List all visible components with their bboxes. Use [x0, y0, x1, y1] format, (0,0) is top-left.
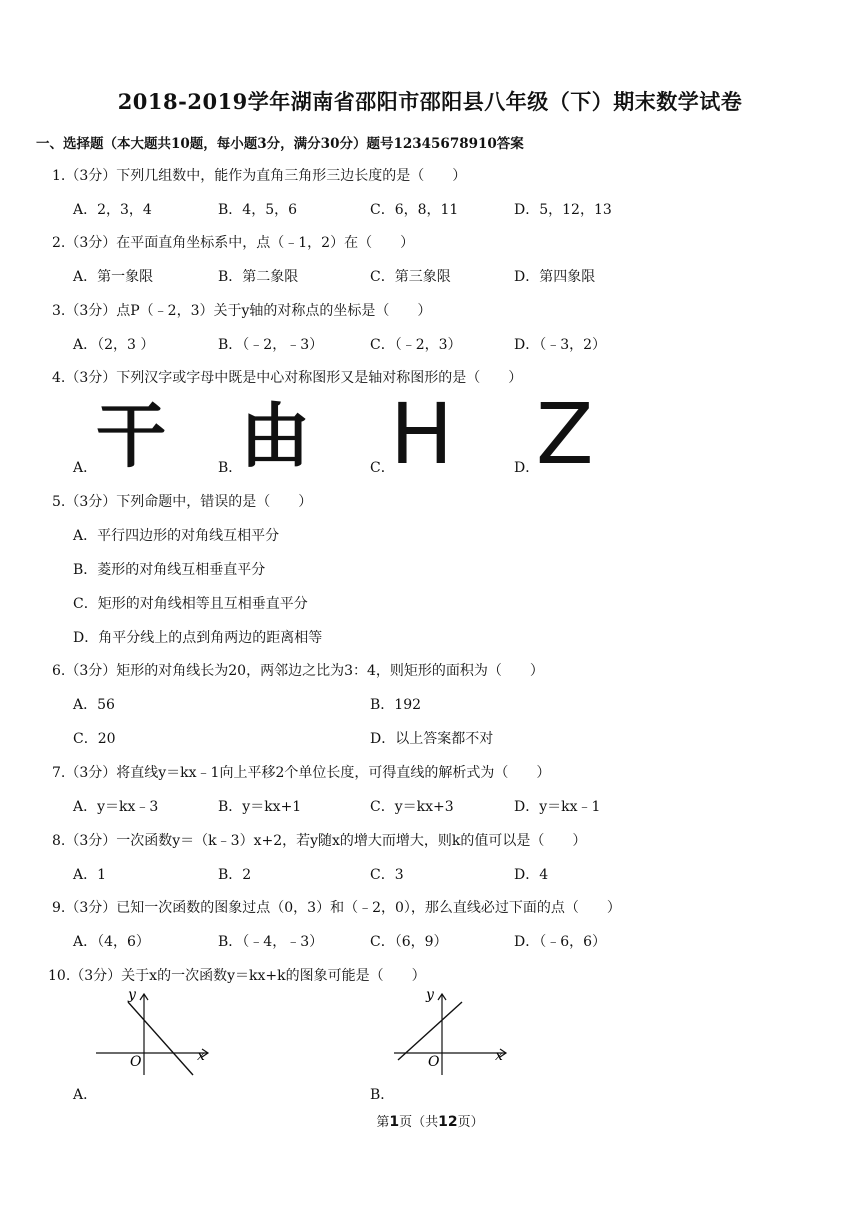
graph-b-y-label: y [426, 987, 434, 1003]
q3-option-d: D．（﹣3，2） [514, 337, 607, 353]
question-5-stem: 5.（3分）下列命题中，错误的是（ ） [52, 494, 313, 510]
q8-option-b: B．2 [218, 867, 252, 883]
q1-option-b: B．4，5，6 [218, 202, 298, 218]
question-8-stem: 8.（3分）一次函数y＝（k﹣3）x+2，若y随x的增大而增大，则k的值可以是（ ） [52, 833, 587, 849]
q9-option-a: A．（4，6） [73, 934, 150, 950]
q1-option-a: A．2，3，4 [73, 202, 152, 218]
q9-option-c: C．（6，9） [370, 934, 448, 950]
q4-option-a: A． [73, 460, 98, 476]
q3-option-a: A．（2，3 ） [73, 337, 155, 353]
graph-a-x-label: x [197, 1048, 205, 1064]
glyph-gan-image: 干 [96, 395, 166, 477]
footer-total-pages: 12 [438, 1114, 458, 1130]
graph-a [90, 982, 220, 1078]
q7-option-d: D．y＝kx﹣1 [514, 799, 601, 815]
q4-option-c: C． [370, 460, 395, 476]
q8-option-d: D．4 [514, 867, 549, 883]
q4-option-d: D． [514, 460, 540, 476]
q10-option-b: B． [370, 1087, 395, 1103]
glyph-you-image: 由 [240, 395, 310, 477]
q9-option-b: B．（﹣4，﹣3） [218, 934, 324, 950]
question-1-stem: 1.（3分）下列几组数中，能作为直角三角形三边长度的是（ ） [52, 168, 467, 184]
footer-page-number: 1 [389, 1114, 400, 1130]
q10-option-a: A． [73, 1087, 98, 1103]
question-3-stem: 3.（3分）点P（﹣2，3）关于y轴的对称点的坐标是（ ） [52, 303, 432, 319]
graph-b [388, 982, 518, 1078]
graph-b-line [398, 1002, 462, 1060]
q6-option-d: D．以上答案都不对 [370, 731, 494, 747]
q2-option-c: C．第三象限 [370, 269, 451, 285]
question-6-stem: 6.（3分）矩形的对角线长为20，两邻边之比为3：4，则矩形的面积为（ ） [52, 663, 544, 679]
q9-option-d: D．（﹣6，6） [514, 934, 607, 950]
q6-option-c: C．20 [73, 731, 116, 747]
glyph-h-image: H [390, 385, 454, 483]
question-4-stem: 4.（3分）下列汉字或字母中既是中心对称图形又是轴对称图形的是（ ） [52, 370, 523, 386]
footer-suffix: 页） [457, 1115, 484, 1130]
q5-option-b: B．菱形的对角线互相垂直平分 [73, 562, 266, 578]
q3-option-c: C．（﹣2，3） [370, 337, 462, 353]
graph-a-origin-label: O [130, 1054, 142, 1070]
graph-b-x-label: x [495, 1048, 503, 1064]
question-9-stem: 9.（3分）已知一次函数的图象过点（0，3）和（﹣2，0），那么直线必过下面的点（ ） [52, 900, 621, 916]
question-2-stem: 2.（3分）在平面直角坐标系中，点（﹣1，2）在（ ） [52, 235, 415, 251]
graph-b-origin-label: O [428, 1054, 440, 1070]
q5-option-a: A．平行四边形的对角线互相平分 [73, 528, 280, 544]
q1-option-d: D．5，12，13 [514, 202, 612, 218]
footer-mid: 页（共 [399, 1115, 439, 1130]
footer-prefix: 第 [376, 1115, 390, 1130]
q5-option-c: C．矩形的对角线相等且互相垂直平分 [73, 596, 308, 612]
q1-option-c: C．6，8，11 [370, 202, 459, 218]
q3-option-b: B．（﹣2，﹣3） [218, 337, 324, 353]
q8-option-c: C．3 [370, 867, 404, 883]
question-7-stem: 7.（3分）将直线y＝kx﹣1向上平移2个单位长度，可得直线的解析式为（ ） [52, 765, 551, 781]
q4-option-b: B． [218, 460, 243, 476]
graph-a-y-label: y [128, 987, 136, 1003]
glyph-z-image: Z [536, 385, 594, 483]
q6-option-b: B．192 [370, 697, 422, 713]
q2-option-b: B．第二象限 [218, 269, 299, 285]
q5-option-d: D．角平分线上的点到角两边的距离相等 [73, 630, 323, 646]
q6-option-a: A．56 [73, 697, 115, 713]
q7-option-a: A．y＝kx﹣3 [73, 799, 159, 815]
page-title: 2018-2019学年湖南省邵阳市邵阳县八年级（下）期末数学试卷 [117, 89, 743, 114]
page-footer [0, 1111, 860, 1130]
q7-option-c: C．y＝kx+3 [370, 799, 454, 815]
question-10-stem: 10.（3分）关于x的一次函数y＝kx+k的图象可能是（ ） [48, 968, 426, 984]
q7-option-b: B．y＝kx+1 [218, 799, 302, 815]
q2-option-a: A．第一象限 [73, 269, 154, 285]
q2-option-d: D．第四象限 [514, 269, 596, 285]
q8-option-a: A．1 [73, 867, 107, 883]
section-heading: 一、选择题（本大题共10题，每小题3分，满分30分）题号12345678910答案 [36, 136, 524, 152]
